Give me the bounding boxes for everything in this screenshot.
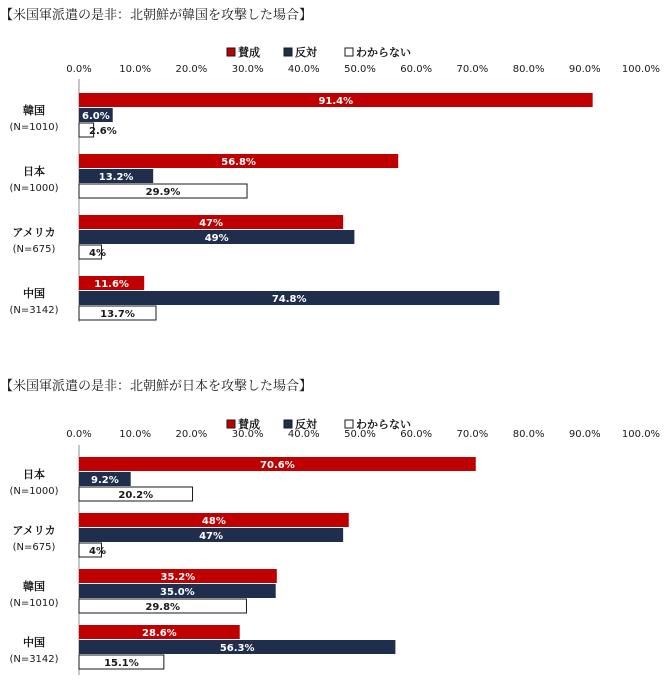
chart-1-tick-label: 100.0% <box>621 64 661 75</box>
chart-2 <box>0 375 670 695</box>
chart-1-legend-swatch-2 <box>345 48 353 56</box>
chart-1-legend-label-0: 賛成 <box>238 46 260 59</box>
chart-1-legend-swatch-0 <box>227 48 235 56</box>
chart-2-tick-label: 80.0% <box>512 429 545 440</box>
chart-2-category-name: 韓国 <box>23 580 45 593</box>
chart-2-tick-label: 30.0% <box>231 429 264 440</box>
chart-2-data-label: 47% <box>199 531 224 542</box>
chart-2-category-name: 中国 <box>23 636 45 649</box>
chart-1-data-label: 49% <box>204 233 229 244</box>
chart-2-data-label: 4% <box>89 546 106 557</box>
chart-1-category-name: 中国 <box>23 287 45 300</box>
chart-1-data-label: 13.2% <box>98 172 134 183</box>
chart-2-data-label: 35.2% <box>160 572 196 583</box>
chart-1-tick-label: 10.0% <box>119 64 152 75</box>
chart-2-tick-label: 10.0% <box>119 429 152 440</box>
chart-2-category-n: (N=1000) <box>9 486 59 497</box>
chart-2-tick-label: 50.0% <box>344 429 376 440</box>
chart-2-data-label: 15.1% <box>104 658 139 669</box>
chart-2-legend-swatch-0 <box>227 420 235 428</box>
chart-1-data-label: 91.4% <box>318 96 354 107</box>
chart-1-data-label: 13.7% <box>100 309 135 320</box>
chart-1-tick-label: 60.0% <box>400 64 433 75</box>
chart-1-title: 【米国軍派遣の是非：北朝鮮が韓国を攻撃した場合】 <box>0 8 313 23</box>
chart-2-legend-label-0: 賛成 <box>238 418 260 431</box>
chart-1-legend-label-1: 反対 <box>295 46 317 59</box>
chart-1 <box>0 0 670 330</box>
chart-1-tick-label: 90.0% <box>568 64 601 75</box>
chart-2-legend-label-2: わからない <box>356 418 411 431</box>
chart-2-category-name: アメリカ <box>12 524 56 537</box>
chart-2-tick-label: 20.0% <box>175 429 208 440</box>
chart-2-category-n: (N=1010) <box>9 598 59 609</box>
chart-2-legend-label-1: 反対 <box>295 418 317 431</box>
chart-1-data-label: 29.9% <box>145 187 181 198</box>
chart-1-legend-label-2: わからない <box>356 46 411 59</box>
chart-1-tick-label: 20.0% <box>175 64 208 75</box>
chart-1-tick-label: 0.0% <box>66 64 92 75</box>
chart-1-category-name: 韓国 <box>23 104 45 117</box>
chart-2-data-label: 9.2% <box>90 475 119 486</box>
chart-2-data-label: 29.8% <box>145 602 181 613</box>
chart-1-data-label: 2.6% <box>89 126 117 137</box>
chart-1-data-label: 56.8% <box>221 157 256 168</box>
chart-2-data-label: 35.0% <box>159 587 195 598</box>
chart-2-data-label: 70.6% <box>260 460 295 471</box>
chart-2-tick-label: 90.0% <box>568 429 601 440</box>
chart-1-category-n: (N=1010) <box>9 122 59 133</box>
chart-1-tick-label: 30.0% <box>231 64 264 75</box>
chart-1-tick-label: 50.0% <box>344 64 376 75</box>
chart-2-tick-label: 0.0% <box>66 429 92 440</box>
chart-2-data-label: 28.6% <box>142 628 177 639</box>
chart-2-data-label: 20.2% <box>118 490 154 501</box>
chart-2-tick-label: 60.0% <box>400 429 433 440</box>
chart-2-category-n: (N=675) <box>12 542 56 553</box>
chart-1-data-label: 74.8% <box>271 294 307 305</box>
chart-1-data-label: 47% <box>199 218 224 229</box>
chart-2-legend-swatch-1 <box>284 420 292 428</box>
chart-1-tick-label: 40.0% <box>287 64 320 75</box>
chart-1-legend-swatch-1 <box>284 48 292 56</box>
chart-2-category-name: 日本 <box>23 468 45 481</box>
chart-2-title: 【米国軍派遣の是非：北朝鮮が日本を攻撃した場合】 <box>0 379 313 394</box>
chart-1-tick-label: 70.0% <box>456 64 489 75</box>
chart-1-tick-label: 80.0% <box>512 64 545 75</box>
chart-1-data-label: 11.6% <box>94 279 129 290</box>
chart-1-data-label: 6.0% <box>81 111 110 122</box>
chart-2-data-label: 48% <box>201 516 226 527</box>
chart-1-category-n: (N=675) <box>12 244 56 255</box>
chart-1-category-n: (N=3142) <box>9 305 59 316</box>
chart-2-tick-label: 70.0% <box>456 429 489 440</box>
chart-2-category-n: (N=3142) <box>9 654 59 665</box>
chart-1-category-name: 日本 <box>23 165 45 178</box>
chart-2-tick-label: 40.0% <box>287 429 320 440</box>
chart-1-data-label: 4% <box>89 248 106 259</box>
chart-1-category-name: アメリカ <box>12 226 56 239</box>
chart-2-data-label: 56.3% <box>219 643 255 654</box>
chart-1-category-n: (N=1000) <box>9 183 59 194</box>
chart-2-legend-swatch-2 <box>345 420 353 428</box>
chart-2-tick-label: 100.0% <box>621 429 661 440</box>
